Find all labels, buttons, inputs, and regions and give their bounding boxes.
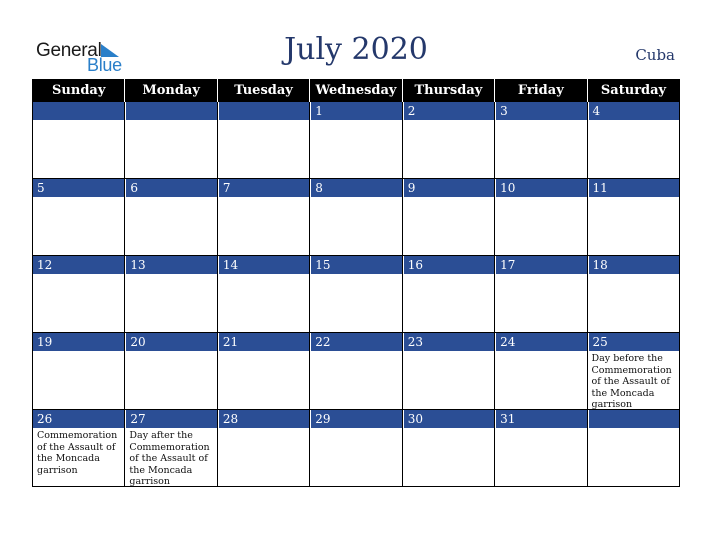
day-number: 6 (125, 179, 216, 197)
day-cell (310, 102, 402, 179)
day-number: 7 (218, 179, 309, 197)
day-number: 14 (218, 256, 309, 274)
weekday-tuesday: Tuesday (217, 79, 309, 102)
calendar-title: July 2020 (284, 32, 428, 67)
week-row (33, 179, 680, 256)
day-cell (495, 102, 587, 179)
day-cell (587, 179, 679, 256)
day-cell (587, 333, 679, 410)
day-number: 5 (33, 179, 124, 197)
day-cell (587, 256, 679, 333)
weekday-monday: Monday (125, 79, 217, 102)
day-number: 24 (495, 333, 586, 351)
day-number: 17 (495, 256, 586, 274)
day-number: 10 (495, 179, 586, 197)
calendar-grid (32, 79, 680, 487)
holiday-label: Commemoration of the Assault of the Moncada garrison (37, 430, 118, 476)
day-cell (495, 256, 587, 333)
day-cell (33, 410, 125, 487)
day-cell (402, 102, 494, 179)
day-cell (587, 410, 679, 487)
day-cell (125, 102, 217, 179)
day-number (125, 102, 216, 120)
day-cell (587, 102, 679, 179)
day-cell (495, 410, 587, 487)
week-row (33, 333, 680, 410)
day-number: 30 (403, 410, 494, 428)
weekday-header-row (33, 79, 680, 102)
weekday-friday: Friday (495, 79, 587, 102)
day-number (218, 102, 309, 120)
day-cell (310, 410, 402, 487)
day-cell (33, 179, 125, 256)
holiday-label: Day after the Commemoration of the Assault of the Moncada garrison (129, 430, 210, 487)
day-cell (402, 179, 494, 256)
day-cell (125, 410, 217, 487)
weekday-wednesday: Wednesday (310, 79, 402, 102)
day-cell (402, 410, 494, 487)
day-number: 22 (310, 333, 401, 351)
day-cell (310, 179, 402, 256)
day-number: 2 (403, 102, 494, 120)
day-number (33, 102, 124, 120)
day-number: 19 (33, 333, 124, 351)
week-row (33, 410, 680, 487)
day-cell (217, 256, 309, 333)
day-cell (402, 333, 494, 410)
weekday-sunday: Sunday (33, 79, 125, 102)
weekday-saturday: Saturday (587, 79, 679, 102)
day-number: 18 (588, 256, 679, 274)
day-number: 26 (33, 410, 124, 428)
day-number: 20 (125, 333, 216, 351)
day-cell (310, 256, 402, 333)
day-cell (402, 256, 494, 333)
day-number: 27 (125, 410, 216, 428)
day-number: 13 (125, 256, 216, 274)
day-cell (33, 256, 125, 333)
holiday-label: Day before the Commemoration of the Assault of the Moncada garrison (591, 353, 672, 410)
logo-text-general: General (36, 40, 102, 61)
day-number: 4 (588, 102, 679, 120)
weekday-thursday: Thursday (402, 79, 494, 102)
day-cell (217, 179, 309, 256)
day-cell (125, 179, 217, 256)
day-number: 9 (403, 179, 494, 197)
day-cell (217, 410, 309, 487)
day-number: 1 (310, 102, 401, 120)
country-label: Cuba (635, 46, 675, 64)
day-cell (125, 333, 217, 410)
day-cell (310, 333, 402, 410)
day-cell (495, 333, 587, 410)
day-number: 28 (218, 410, 309, 428)
week-row (33, 102, 680, 179)
day-number: 15 (310, 256, 401, 274)
day-cell (495, 179, 587, 256)
day-cell (33, 102, 125, 179)
day-number: 29 (310, 410, 401, 428)
day-number: 11 (588, 179, 679, 197)
logo-text-blue: Blue (87, 55, 122, 75)
day-cell (217, 333, 309, 410)
day-number: 3 (495, 102, 586, 120)
day-number (588, 410, 679, 428)
day-number: 16 (403, 256, 494, 274)
day-cell (125, 256, 217, 333)
day-number: 12 (33, 256, 124, 274)
day-number: 8 (310, 179, 401, 197)
day-number: 23 (403, 333, 494, 351)
day-cell (33, 333, 125, 410)
day-number: 31 (495, 410, 586, 428)
day-cell (217, 102, 309, 179)
day-number: 21 (218, 333, 309, 351)
week-row (33, 256, 680, 333)
day-number: 25 (588, 333, 679, 351)
